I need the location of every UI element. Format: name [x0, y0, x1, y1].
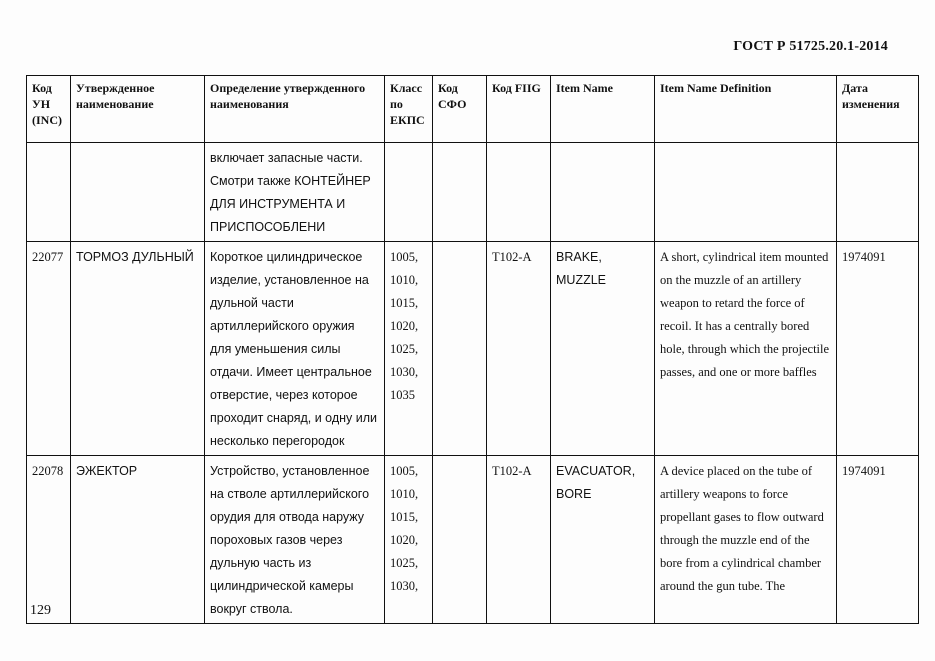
col-header-inc: Код УН (INC) — [27, 76, 71, 143]
standard-code: ГОСТ Р 51725.20.1-2014 — [733, 39, 888, 54]
cell-sfo — [433, 242, 487, 456]
col-header-definition: Определение утвержденного наименования — [205, 76, 385, 143]
cell-name: ЭЖЕКТОР — [71, 456, 205, 624]
cell-fiig: T102-A — [487, 242, 551, 456]
page-number: 129 — [30, 603, 51, 618]
cell-class: 1005, 1010, 1015, 1020, 1025, 1030, — [385, 456, 433, 624]
cell-code: 22078 — [27, 456, 71, 624]
cell-date: 1974091 — [837, 242, 919, 456]
cell-class — [385, 143, 433, 242]
cell-date: 1974091 — [837, 456, 919, 624]
col-header-item-definition: Item Name Definition — [655, 76, 837, 143]
col-header-item-name: Item Name — [551, 76, 655, 143]
cell-fiig — [487, 143, 551, 242]
col-header-date: Дата изменения — [837, 76, 919, 143]
cell-definition: включает запасные части. Смотри также КОНТЕЙНЕР ДЛЯ ИНСТРУМЕНТА И ПРИСПОСОБЛЕНИ — [205, 143, 385, 242]
col-header-approved-name: Утвержденное наименование — [71, 76, 205, 143]
cell-sfo — [433, 456, 487, 624]
table-row — [27, 242, 919, 456]
cell-fiig: T102-A — [487, 456, 551, 624]
cell-definition: Устройство, установленное на стволе артиллерийского орудия для отвода наружу пороховых газов через дульную часть из цилиндрической камеры вокруг ствола. — [205, 456, 385, 624]
cell-name: ТОРМОЗ ДУЛЬНЫЙ — [71, 242, 205, 456]
cell-item-definition: A device placed on the tube of artillery weapons to force propellant gases to flow outward through the muzzle end of the bore from a cylindrical chamber around the gun tube. The — [655, 456, 837, 624]
cell-code: 22077 — [27, 242, 71, 456]
cell-name — [71, 143, 205, 242]
classification-table — [26, 75, 919, 624]
cell-item-definition — [655, 143, 837, 242]
table-row-continuation — [27, 143, 919, 242]
cell-item-name — [551, 143, 655, 242]
table-header-row — [27, 76, 919, 143]
cell-class: 1005, 1010, 1015, 1020, 1025, 1030, 1035 — [385, 242, 433, 456]
table-row — [27, 456, 919, 624]
cell-item-definition: A short, cylindrical item mounted on the muzzle of an artillery weapon to retard the force of recoil. It has a centrally bored hole, through which the projectile passes, and one or more baffles — [655, 242, 837, 456]
cell-date — [837, 143, 919, 242]
col-header-class: Класс по ЕКПС — [385, 76, 433, 143]
cell-item-name: EVACUATOR, BORE — [551, 456, 655, 624]
cell-definition: Короткое цилиндрическое изделие, установленное на дульной части артиллерийского оружия для уменьшения силы отдачи. Имеет центральное отверстие, через которое проходит снаряд, и одну или несколько перегородок — [205, 242, 385, 456]
cell-code — [27, 143, 71, 242]
col-header-fiig: Код FIIG — [487, 76, 551, 143]
cell-sfo — [433, 143, 487, 242]
col-header-sfo: Код СФО — [433, 76, 487, 143]
cell-item-name: BRAKE, MUZZLE — [551, 242, 655, 456]
